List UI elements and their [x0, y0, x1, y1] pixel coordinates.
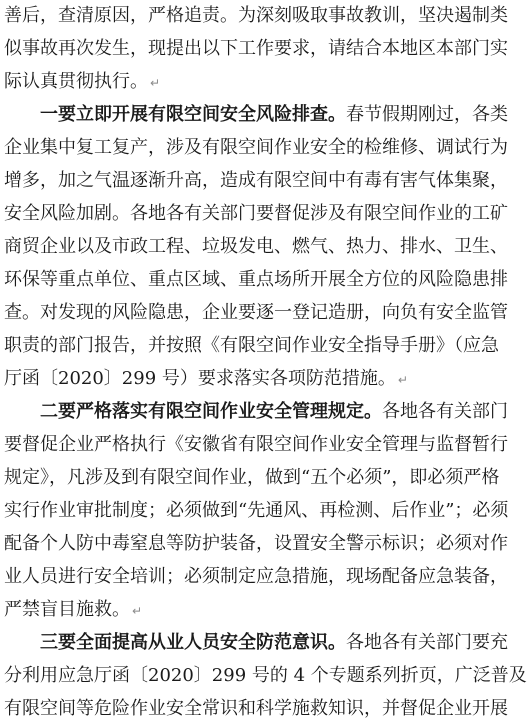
line-text: 商贸企业以及市政工程、垃圾发电、燃气、热力、排水、卫生、 — [4, 236, 508, 257]
line-text: 业人员进行安全培训；必须制定应急措施，现场配备应急装备， — [4, 566, 508, 587]
line-text: 企业集中复工复产，涉及有限空间作业安全的检维修、调试行为 — [4, 137, 508, 158]
text-line — [4, 429, 508, 460]
text-line — [4, 528, 508, 559]
paragraph-mark-icon: ↵ — [132, 604, 143, 618]
line-text: 分利用应急厅函〔2020〕299 号的 4 个专题系列折页，广泛普及 — [4, 665, 527, 686]
line-text: 查。对发现的风险隐患，企业要逐一登记造册，向负有安全监管 — [4, 302, 508, 323]
text-line — [4, 462, 499, 493]
line-text: 实行作业审批制度；必须做到“先通风、再检测、后作业”；必须 — [4, 500, 509, 521]
section-heading-line — [40, 627, 508, 658]
line-text: 有限空间等危险作业安全常识和科学施救知识，并督促企业开展 — [4, 698, 508, 719]
line-text: 善后，查清原因，严格追责。为深刻吸取事故教训，坚决遏制类 — [4, 5, 508, 26]
text-line — [4, 561, 508, 592]
line-text: 增多，加之气温逐渐升高，造成有限空间中有毒有害气体集聚， — [4, 170, 508, 191]
line-text: 安全风险加剧。各地各有关部门要督促涉及有限空间作业的工矿 — [4, 203, 508, 224]
text-line — [4, 330, 499, 361]
paragraph-mark-icon: ↵ — [397, 373, 408, 387]
section-heading-line — [40, 99, 508, 130]
text-line — [4, 66, 160, 97]
line-text: 规定》，凡涉及到有限空间作业，做到“五个必须”，即必须严格 — [4, 467, 500, 488]
section-heading-line — [40, 396, 508, 427]
line-text: 环保等重点单位、重点区域、重点场所开展全方位的风险隐患排 — [4, 269, 508, 290]
line-text: 春节假期刚过，各类 — [346, 104, 508, 125]
text-line — [4, 132, 508, 163]
section-heading: 二要严格落实有限空间作业安全管理规定。 — [40, 401, 382, 422]
text-line — [4, 165, 508, 196]
text-line — [4, 198, 508, 229]
text-line — [4, 363, 408, 394]
text-line — [4, 693, 508, 724]
section-heading: 三要全面提高从业人员安全防范意识。 — [40, 632, 346, 653]
text-line — [4, 0, 508, 31]
line-text: 各地各有关部门 — [382, 401, 508, 422]
line-text: 严禁盲目施救。 — [4, 599, 130, 620]
text-line — [4, 495, 508, 526]
line-text: 要督促企业严格执行《安徽省有限空间作业安全管理与监督暂行 — [4, 434, 508, 455]
text-line — [4, 264, 508, 295]
line-text: 际认真贯彻执行。 — [4, 71, 148, 92]
section-heading: 一要立即开展有限空间安全风险排查。 — [40, 104, 346, 125]
text-line — [4, 297, 508, 328]
text-line — [4, 33, 508, 64]
paragraph-mark-icon: ↵ — [150, 76, 161, 90]
text-line — [4, 660, 527, 691]
line-text: 似事故再次发生，现提出以下工作要求，请结合本地区本部门实 — [4, 38, 508, 59]
text-line — [4, 594, 142, 625]
line-text: 各地各有关部门要充 — [346, 632, 508, 653]
line-text: 厅函〔2020〕299 号）要求落实各项防范措施。 — [4, 368, 396, 389]
text-line — [4, 231, 508, 262]
line-text: 职责的部门报告，并按照《有限空间作业安全指导手册》（应急 — [4, 335, 499, 356]
line-text: 配备个人防中毒窒息等防护装备，设置安全警示标识；必须对作 — [4, 533, 508, 554]
